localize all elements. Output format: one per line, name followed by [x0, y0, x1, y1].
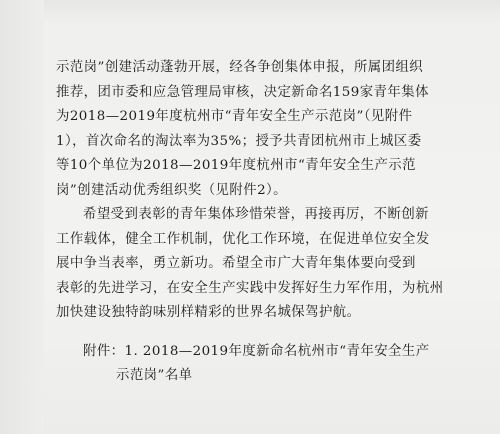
paragraph-commendation: [56, 56, 456, 203]
text-line: 加快建设独特韵味别样精彩的世界名城保驾护航。: [56, 305, 361, 320]
paragraph-gap: [56, 326, 456, 340]
page-left-margin: [0, 0, 44, 434]
text-line: 推荐，团市委和应急管理局审核，决定新命名159家青年集体: [56, 84, 429, 100]
text-line: 展中争当表率，勇立新功。希望全市广大青年集体要向受到: [56, 256, 416, 271]
text-line: 工作载体，健全工作机制，优化工作环境，在促进单位安全发: [56, 231, 430, 247]
text-line: 等10个单位为2018—2019年度杭州市“青年安全生产示范: [56, 158, 416, 173]
text-line: 希望受到表彰的青年集体珍惜荣誉，再接再厉，不断创新: [83, 207, 430, 222]
attachment-line: 附件：1. 2018—2019年度新命名杭州市“青年安全生产: [83, 343, 430, 359]
text-line: 为2018—2019年度杭州市“青年安全生产示范岗”（见附件: [56, 109, 413, 124]
text-line: 示范岗”创建活动蓬勃开展，经各争创集体申报，所属团组织: [56, 60, 424, 75]
paragraph-hope: [56, 203, 456, 326]
attachment-line: 示范岗”名单: [116, 368, 193, 383]
text-line: 1），首次命名的淘汰率为35%；授予共青团杭州市上城区委: [56, 133, 422, 149]
text-line: 岗”创建活动优秀组织奖（见附件2）。: [56, 182, 288, 198]
document-body: [56, 56, 456, 389]
page-top-shadow: [0, 0, 500, 22]
attachment-list: [56, 340, 456, 389]
text-line: 表彰的先进学习，在安全生产实践中发挥好生力军作用，为杭州: [56, 280, 444, 296]
